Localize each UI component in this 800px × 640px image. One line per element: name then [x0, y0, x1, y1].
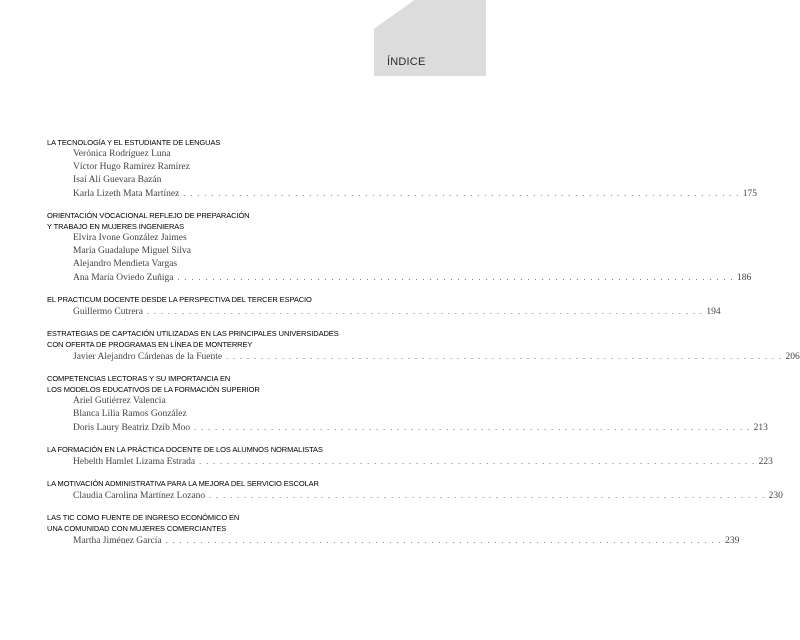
- entry-title: LAS TIC COMO FUENTE DE INGRESO ECONÓMICO EN: [47, 513, 240, 522]
- dot-leader: . . . . . . . . . . . . . . . . . . . . . . . . . . . . . . . . . . . . . . . . . . . . . . . . . . . . . . . . . . . . . . . . . . . . . . . . . . . . . . . .: [226, 352, 783, 361]
- author-name: Karla Lizeth Mata Martínez: [73, 189, 180, 199]
- dot-leader: . . . . . . . . . . . . . . . . . . . . . . . . . . . . . . . . . . . . . . . . . . . . . . . . . . . . . . . . . . . . . . . . . . . . . . . . . . . . . . . .: [165, 536, 723, 545]
- author-line: Víctor Hugo Ramírez Ramírez: [73, 162, 190, 172]
- author-line: [73, 271, 752, 285]
- author-name: Doris Laury Beatriz Dzib Moo: [73, 423, 191, 433]
- author-line: María Guadalupe Miguel Silva: [73, 246, 191, 256]
- page-number: 213: [753, 423, 768, 433]
- page-number: 194: [706, 307, 721, 317]
- page-number: 175: [742, 189, 758, 199]
- author-line: [73, 421, 768, 435]
- dot-leader: . . . . . . . . . . . . . . . . . . . . . . . . . . . . . . . . . . . . . . . . . . . . . . . . . . . . . . . . . . . . . . . . . . . . . . . . . . . . . . . .: [146, 307, 704, 316]
- entry-title: COMPETENCIAS LECTORAS Y SU IMPORTANCIA EN: [47, 374, 231, 383]
- entry-title: LA MOTIVACIÓN ADMINISTRATIVA PARA LA MEJORA DEL SERVICIO ESCOLAR: [47, 479, 319, 488]
- dot-leader: . . . . . . . . . . . . . . . . . . . . . . . . . . . . . . . . . . . . . . . . . . . . . . . . . . . . . . . . . . . . . . . . . . . . . . . . . . . . . . . .: [199, 457, 756, 466]
- author-name: Claudia Carolina Martínez Lozano: [73, 491, 206, 501]
- entry-title: ORIENTACIÓN VOCACIONAL REFLEJO DE PREPARACIÓN: [47, 211, 250, 220]
- toc-entry[interactable]: [47, 137, 758, 201]
- entry-title: UNA COMUNIDAD CON MUJERES COMERCIANTES: [47, 524, 227, 533]
- entry-title: LOS MODELOS EDUCATIVOS DE LA FORMACIÓN SUPERIOR: [47, 385, 260, 394]
- author-line: Isaí Alí Guevara Bazán: [73, 175, 162, 185]
- author-line: Alejandro Mendieta Vargas: [73, 259, 178, 269]
- toc-entry[interactable]: [47, 328, 800, 364]
- author-line: [73, 187, 758, 201]
- author-line: Elvira Ivone González Jaimes: [73, 233, 187, 243]
- entry-title: Y TRABAJO EN MUJERES INGENIERAS: [47, 222, 185, 231]
- toc-entry[interactable]: [47, 210, 752, 285]
- author-line: Blanca Lilia Ramos González: [73, 409, 187, 419]
- toc-entry[interactable]: [47, 294, 721, 319]
- entry-title: LA FORMACIÓN EN LA PRÁCTICA DOCENTE DE LOS ALUMNOS NORMALISTAS: [47, 445, 323, 454]
- author-line: Verónica Rodríguez Luna: [73, 149, 171, 159]
- author-line: Ariel Gutiérrez Valencia: [73, 396, 166, 406]
- author-line: [73, 534, 740, 548]
- page-number: 239: [725, 536, 740, 546]
- author-name: Hebelth Hamlet Lizama Estrada: [73, 457, 196, 467]
- table-of-contents: [47, 137, 800, 557]
- entry-title: CON OFERTA DE PROGRAMAS EN LÍNEA DE MONTERREY: [47, 340, 253, 349]
- dot-leader: . . . . . . . . . . . . . . . . . . . . . . . . . . . . . . . . . . . . . . . . . . . . . . . . . . . . . . . . . . . . . . . . . . . . . . . . . . . . . . . .: [177, 273, 735, 282]
- page-number: 186: [737, 273, 752, 283]
- page-number: 223: [758, 457, 773, 467]
- author-name: Ana María Oviedo Zuñiga: [73, 273, 174, 283]
- toc-entry[interactable]: [47, 373, 768, 435]
- author-line: [73, 350, 800, 364]
- dot-leader: . . . . . . . . . . . . . . . . . . . . . . . . . . . . . . . . . . . . . . . . . . . . . . . . . . . . . . . . . . . . . . . . . . . . . . . . . . . . . . . .: [183, 189, 740, 198]
- author-line: [73, 455, 773, 469]
- toc-entry[interactable]: [47, 478, 783, 503]
- page-number: 230: [768, 491, 783, 501]
- entry-title: ESTRATEGIAS DE CAPTACIÓN UTILIZADAS EN LAS PRINCIPALES UNIVERSIDADES: [47, 329, 339, 338]
- author-name: Guillermo Cutrera: [73, 307, 143, 317]
- dot-leader: . . . . . . . . . . . . . . . . . . . . . . . . . . . . . . . . . . . . . . . . . . . . . . . . . . . . . . . . . . . . . . . . . . . . . . . . . . . . . . . .: [209, 491, 766, 500]
- dot-leader: . . . . . . . . . . . . . . . . . . . . . . . . . . . . . . . . . . . . . . . . . . . . . . . . . . . . . . . . . . . . . . . . . . . . . . . . . . . . . . . .: [194, 423, 751, 432]
- entry-title: EL PRACTICUM DOCENTE DESDE LA PERSPECTIVA DEL TERCER ESPACIO: [47, 295, 312, 304]
- toc-entry[interactable]: [47, 444, 773, 469]
- author-line: [73, 489, 783, 503]
- page-title: ÍNDICE: [387, 56, 426, 68]
- author-name: Javier Alejandro Cárdenas de la Fuente: [73, 352, 223, 362]
- toc-entry[interactable]: [47, 512, 740, 548]
- author-name: Martha Jiménez García: [73, 536, 162, 546]
- entry-title: LA TECNOLOGÍA Y EL ESTUDIANTE DE LENGUAS: [47, 138, 221, 147]
- author-line: [73, 305, 721, 319]
- page-number: 206: [785, 352, 800, 362]
